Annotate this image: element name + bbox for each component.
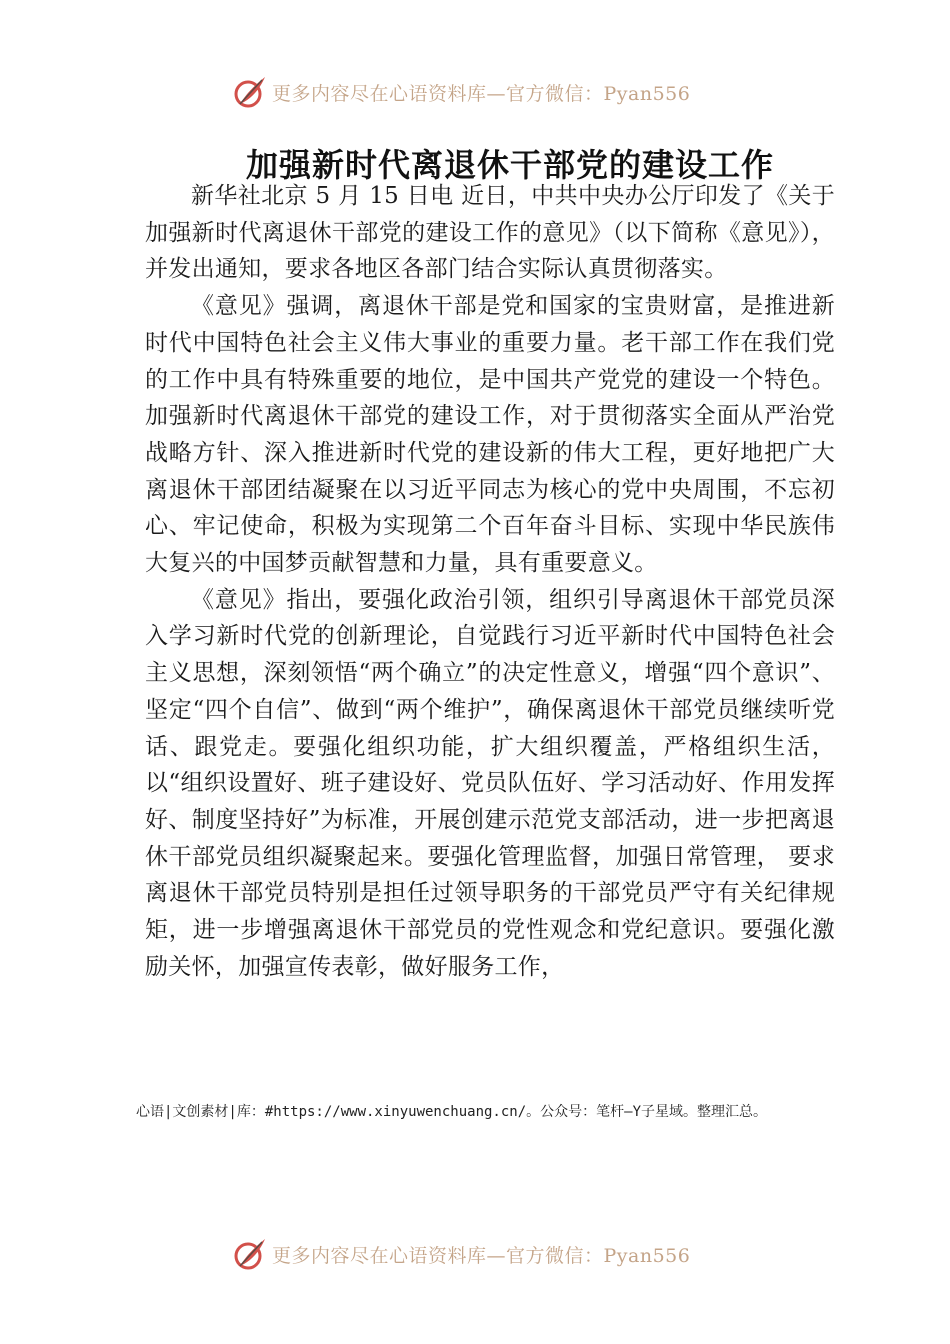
document-body [145, 178, 835, 985]
paragraph: 《意见》强调，离退休干部是党和国家的宝贵财富，是推进新时代中国特色社会主义伟大事业的重要力量。老干部工作在我们党的工作中具有特殊重要的地位，是中国共产党党的建设一个特色。加强新时代离退休干部党的建设工作，对于贯彻落实全面从严治党战略方针、深入推进新时代党的建设新的伟大工程，更好地把广大离退休干部团结凝聚在以习近平同志为核心的党中央周围，不忘初心、牢记使命，积极为实现第二个百年奋斗目标、实现中华民族伟大复兴的中国梦贡献智慧和力量，具有重要意义。 [145, 293, 835, 577]
banner-text: 更多内容尽在心语资料库—官方微信：Pyan556 [272, 82, 691, 105]
document-title: 加强新时代离退休干部党的建设工作 [245, 146, 774, 184]
paragraph: 新华社北京 5 月 15 日电 近日，中共中央办公厅印发了《关于加强新时代离退休干部党的建设工作的意见》（以下简称《意见》），并发出通知，要求各地区各部门结合实际认真贯彻落实。 [145, 183, 835, 283]
feather-logo-icon [232, 1236, 268, 1272]
feather-logo-icon [232, 74, 268, 110]
header-banner [232, 72, 752, 112]
paragraph: 《意见》指出，要强化政治引领，组织引导离退休干部党员深入学习新时代党的创新理论，自觉践行习近平新时代中国特色社会主义思想，深刻领悟“两个确立”的决定性意义，增强“四个意识”、坚定“四个自信”、做到“两个维护”，确保离退休干部党员继续听党话、跟党走。要强化组织功能，扩大组织覆盖，严格组织生活，以“组织设置好、班子建设好、党员队伍好、学习活动好、作用发挥好、制度坚持好”为标准，开展创建示范党支部活动，进一步把离退休干部党员组织凝聚起来。要强化管理监督，加强日常管理， 要求离退休干部党员特别是担任过领导职务的干部党员严守有关纪律规矩，进一步增强离退休干部党员的党性观念和党纪意识。要强化激励关怀，加强宣传表彰，做好服务工作， [145, 586, 835, 980]
footer-banner [232, 1234, 752, 1274]
footer-note: 心语|文创素材|库：#https://www.xinyuwenchuang.cn/。公众号：笔杆—Y子星域。整理汇总。 [136, 1104, 768, 1120]
banner-text: 更多内容尽在心语资料库—官方微信：Pyan556 [272, 1244, 691, 1267]
